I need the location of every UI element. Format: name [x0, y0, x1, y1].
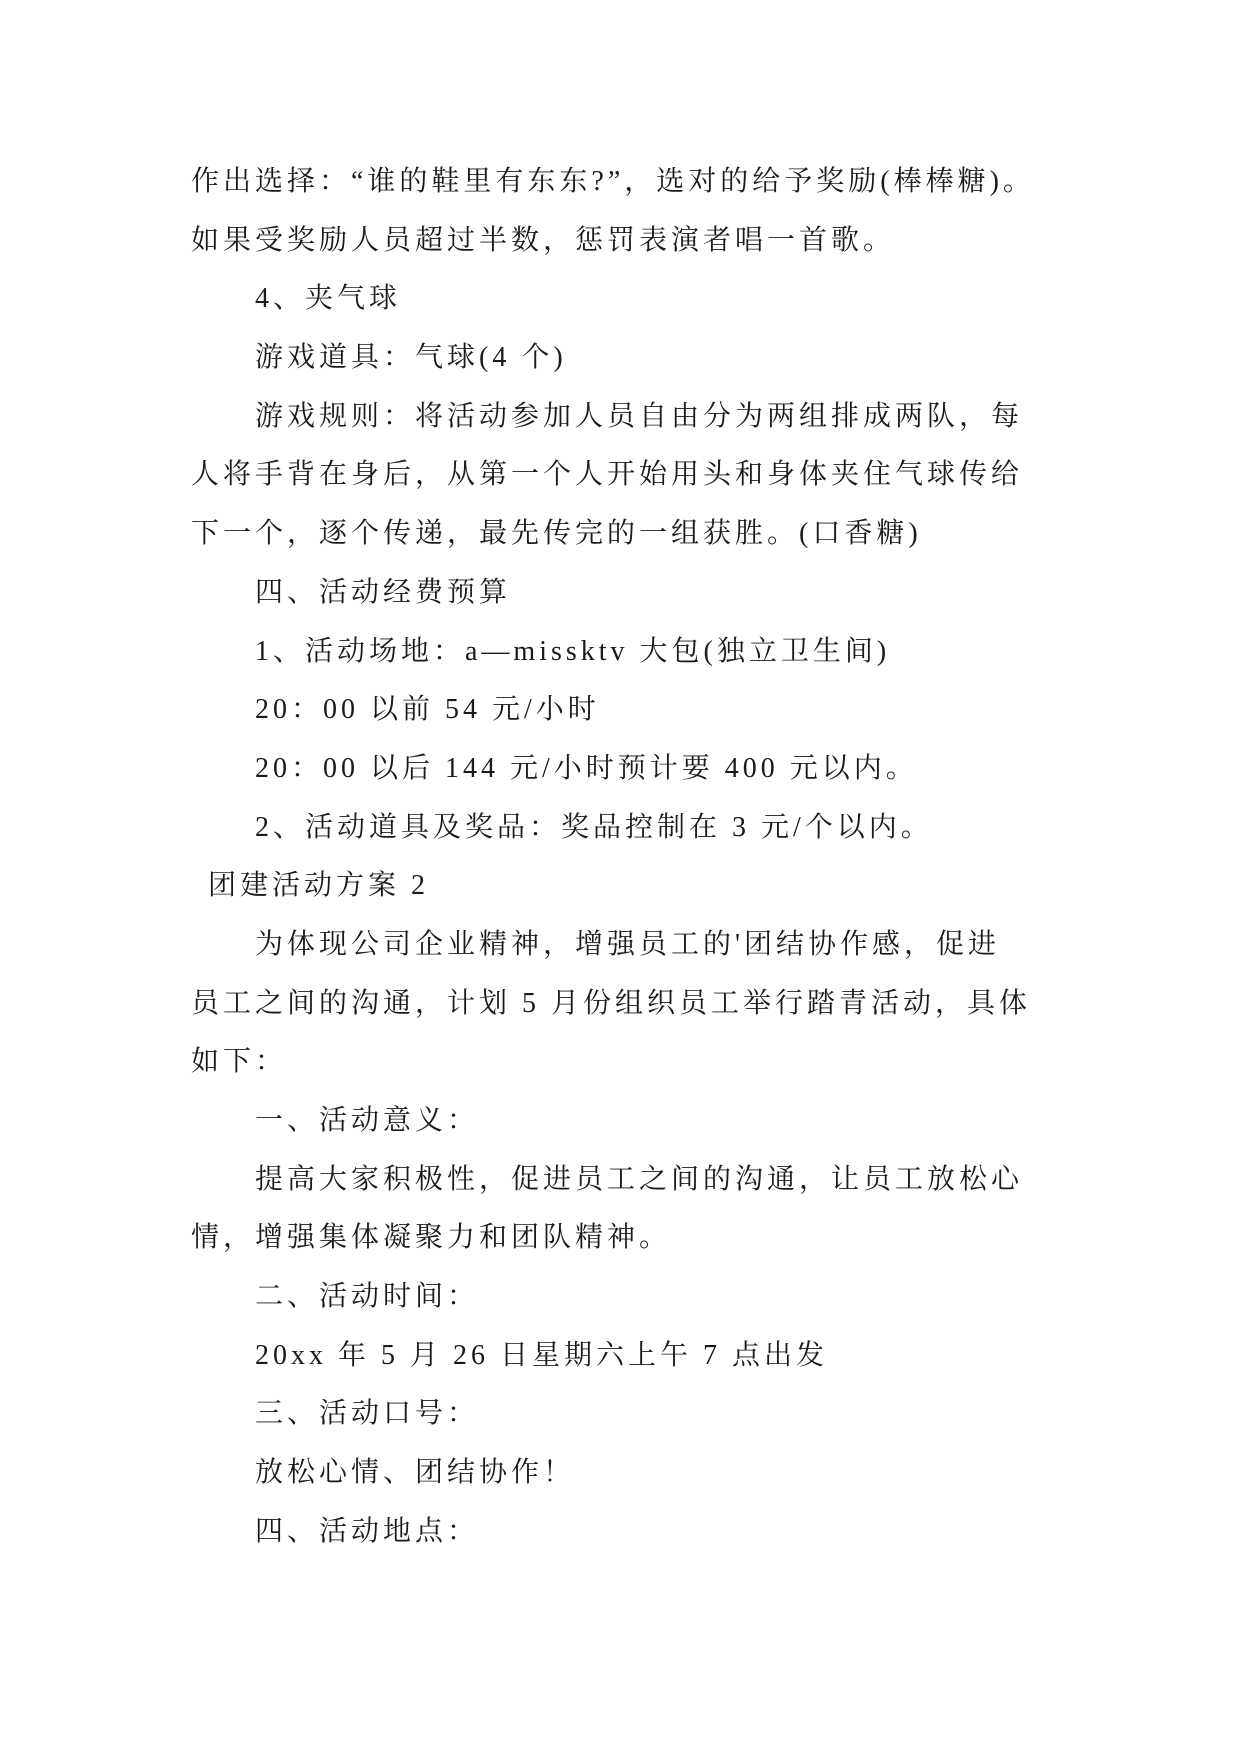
paragraph-line: 游戏道具：气球(4 个) [255, 342, 567, 374]
document-body [191, 153, 1191, 1562]
paragraph-line: 放松心情、团结协作！ [255, 1457, 576, 1489]
paragraph-line: 游戏规则：将活动参加人员自由分为两组排成两队，每 [255, 400, 1024, 432]
paragraph-line: 如下： [191, 1046, 288, 1078]
paragraph-line: 人将手背在身后，从第一个人开始用头和身体夹住气球传给 [191, 459, 1024, 491]
paragraph-line: 20：00 以后 144 元/小时预计要 400 元以内。 [255, 752, 918, 784]
section-heading: 三、活动口号： [255, 1398, 480, 1430]
paragraph-line: 提高大家积极性，促进员工之间的沟通，让员工放松心 [255, 1163, 1024, 1195]
section-heading: 四、活动地点： [255, 1515, 480, 1547]
game-heading: 4、夹气球 [255, 283, 402, 315]
paragraph-line: 2、活动道具及奖品：奖品控制在 3 元/个以内。 [255, 811, 933, 843]
section-heading: 四、活动经费预算 [255, 576, 512, 608]
paragraph-line: 如果受奖励人员超过半数，惩罚表演者唱一首歌。 [191, 224, 896, 256]
paragraph-line: 为体现公司企业精神，增强员工的'团结协作感，促进 [255, 928, 1001, 960]
section-heading: 一、活动意义： [255, 1105, 480, 1136]
paragraph-line: 员工之间的沟通，计划 5 月份组织员工举行踏青活动，具体 [191, 987, 1032, 1019]
paragraph-line: 下一个，逐个传递，最先传完的一组获胜。(口香糖) [191, 518, 922, 550]
paragraph-line: 情，增强集体凝聚力和团队精神。 [191, 1222, 672, 1254]
paragraph-line: 1、活动场地：a—missktv 大包(独立卫生间) [255, 635, 891, 667]
section-heading: 二、活动时间： [255, 1281, 480, 1313]
paragraph-line: 20：00 以前 54 元/小时 [255, 694, 600, 726]
document-subtitle: 团建活动方案 2 [208, 870, 430, 902]
paragraph-line: 20xx 年 5 月 26 日星期六上午 7 点出发 [255, 1339, 829, 1371]
paragraph-line: 作出选择：“谁的鞋里有东东?”，选对的给予奖励(棒棒糖)。 [191, 166, 1035, 197]
